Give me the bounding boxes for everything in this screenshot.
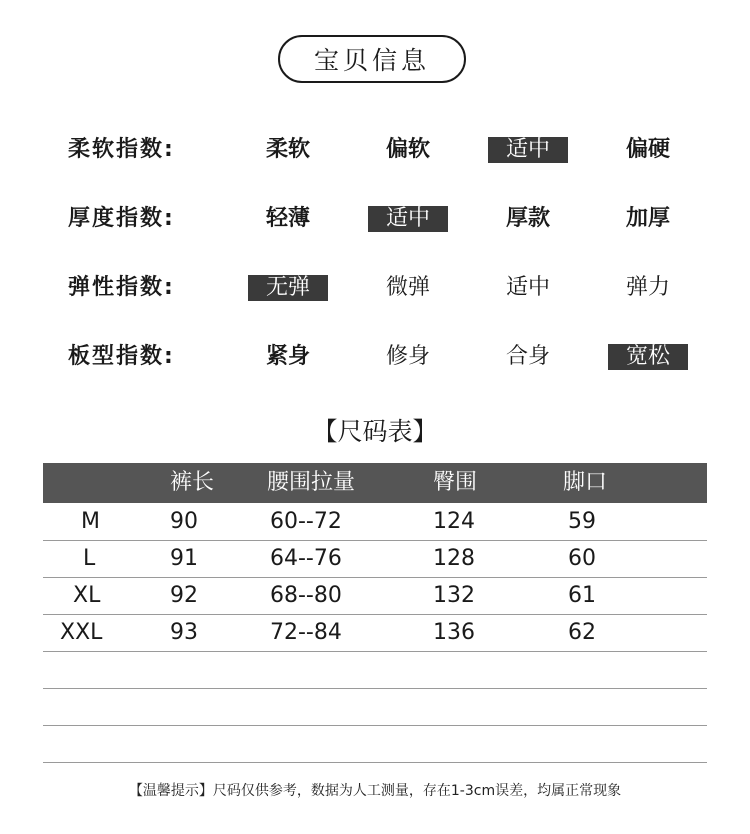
index-option-selected: 适中 <box>368 206 448 232</box>
table-cell: 124 <box>433 509 475 534</box>
index-option-selected: 适中 <box>488 137 568 163</box>
column-header: 脚口 <box>563 470 608 495</box>
table-cell: 62 <box>568 620 596 645</box>
table-cell: M <box>81 509 100 534</box>
index-row-elasticity <box>0 268 750 308</box>
index-option: 轻薄 <box>265 206 310 231</box>
index-row-softness <box>0 130 750 170</box>
index-label: 板型指数: <box>68 344 175 369</box>
index-option: 紧身 <box>265 344 310 369</box>
table-cell: XXL <box>60 620 103 645</box>
section-title-pill <box>278 35 466 83</box>
index-label: 厚度指数: <box>68 206 175 231</box>
index-option-selected: 宽松 <box>608 344 688 370</box>
index-option: 加厚 <box>625 206 670 231</box>
table-cell: 91 <box>170 546 198 571</box>
table-row <box>43 578 707 615</box>
table-cell: 128 <box>433 546 475 571</box>
index-row-thickness <box>0 199 750 239</box>
table-cell: 68--80 <box>270 583 342 608</box>
table-cell: 136 <box>433 620 475 645</box>
index-option-selected: 无弹 <box>248 275 328 301</box>
table-cell: 90 <box>170 509 198 534</box>
footnote: 【温馨提示】尺码仅供参考，数据为人工测量，存在1-3cm误差，均属正常现象 <box>128 783 622 799</box>
table-cell: 72--84 <box>270 620 342 645</box>
table-cell: 59 <box>568 509 596 534</box>
section-title: 宝贝信息 <box>313 46 430 75</box>
size-chart-title: 【尺码表】 <box>312 417 438 446</box>
column-header: 裤长 <box>170 470 215 495</box>
index-option: 适中 <box>505 275 550 300</box>
index-option: 柔软 <box>265 137 310 162</box>
table-row <box>43 504 707 541</box>
table-row <box>43 689 707 726</box>
index-option: 偏软 <box>385 137 430 162</box>
index-label: 弹性指数: <box>68 275 175 300</box>
table-row <box>43 541 707 578</box>
column-header: 臀围 <box>433 470 478 495</box>
table-cell: 92 <box>170 583 198 608</box>
table-cell: XL <box>73 583 101 608</box>
table-cell: 60--72 <box>270 509 342 534</box>
index-option: 修身 <box>385 344 430 369</box>
table-cell: 64--76 <box>270 546 342 571</box>
index-option: 弹力 <box>625 275 670 300</box>
table-cell: 93 <box>170 620 198 645</box>
table-cell: 61 <box>568 583 596 608</box>
index-label: 柔软指数: <box>68 137 175 162</box>
index-option: 微弹 <box>385 275 430 300</box>
table-row <box>43 615 707 652</box>
index-option: 偏硬 <box>625 137 670 162</box>
table-cell: 60 <box>568 546 596 571</box>
table-cell: 132 <box>433 583 475 608</box>
table-row <box>43 652 707 689</box>
index-option: 厚款 <box>505 206 550 231</box>
index-row-fit <box>0 337 750 377</box>
size-table-header <box>43 463 707 503</box>
table-row <box>43 726 707 763</box>
index-option: 合身 <box>505 344 550 369</box>
column-header: 腰围拉量 <box>267 470 356 495</box>
table-cell: L <box>83 546 96 571</box>
